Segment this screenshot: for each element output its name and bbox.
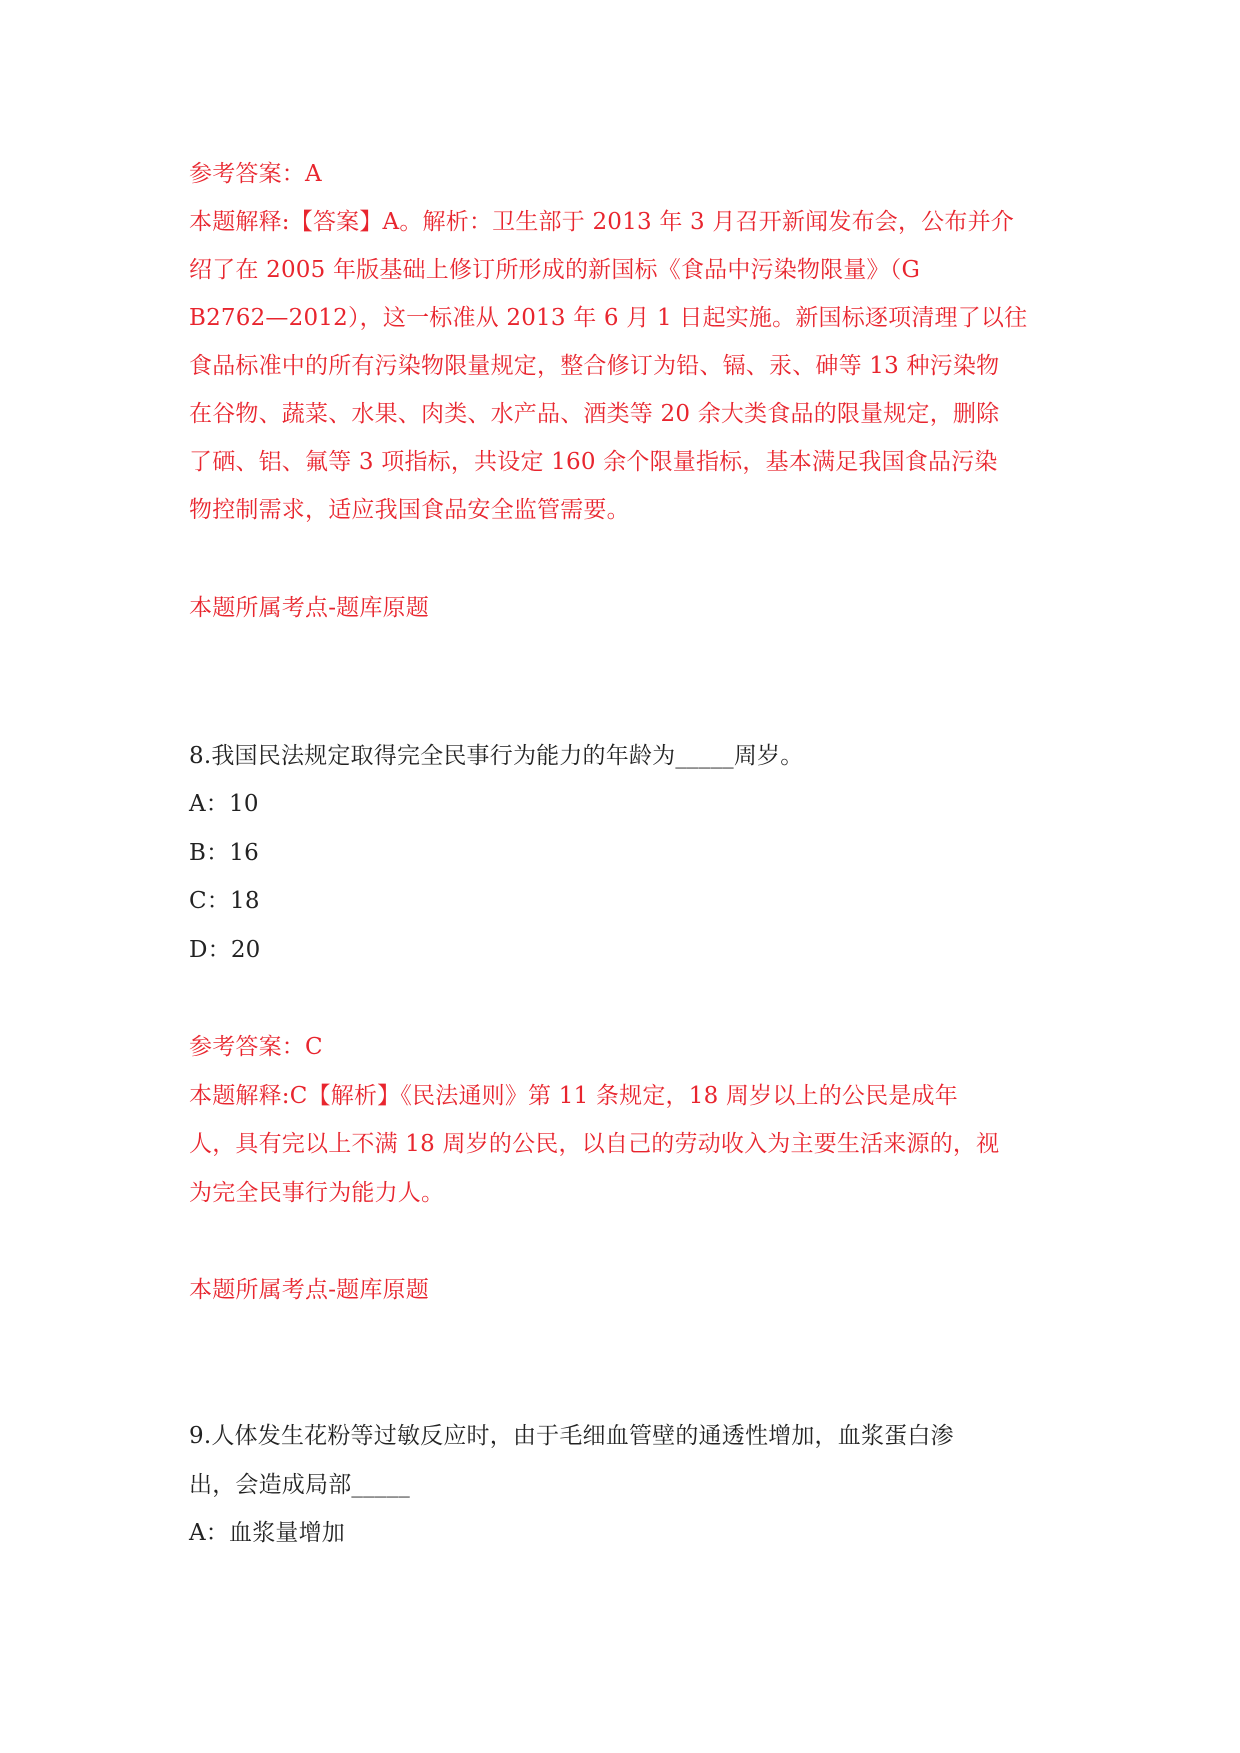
q8-option-d: D：20 [189,937,261,963]
q7-explanation-line: 在谷物、蔬菜、水果、肉类、水产品、酒类等 20 余大类食品的限量规定，删除 [189,401,1000,427]
q8-option-c: C：18 [189,888,260,914]
q8-question: 8.我国民法规定取得完全民事行为能力的年龄为_____周岁。 [189,743,804,769]
q7-explanation-line: 了硒、铝、氟等 3 项指标，共设定 160 余个限量指标，基本满足我国食品污染 [189,449,998,475]
q7-explanation-line: B2762—2012），这一标准从 2013 年 6 月 1 日起实施。新国标逐项清理了以往 [189,305,1028,331]
q9-option-a: A：血浆量增加 [189,1520,346,1546]
q9-question-line: 9.人体发生花粉等过敏反应时，由于毛细血管壁的通透性增加，血浆蛋白渗 [189,1423,954,1449]
q7-explanation-line: 本题解释:【答案】A。解析：卫生部于 2013 年 3 月召开新闻发布会，公布并介 [189,209,1014,235]
q9-question-line: 出，会造成局部_____ [189,1472,410,1498]
q8-explanation-line: 人，具有完以上不满 18 周岁的公民，以自己的劳动收入为主要生活来源的，视 [189,1131,1000,1157]
q8-explanation-line: 本题解释:C【解析】《民法通则》第 11 条规定，18 周岁以上的公民是成年 [189,1083,958,1109]
q7-explanation-line: 绍了在 2005 年版基础上修订所形成的新国标《食品中污染物限量》（G [189,257,921,283]
q7-answer: 参考答案：A [189,161,322,187]
q7-explanation-line: 物控制需求，适应我国食品安全监管需要。 [189,497,630,523]
q8-topic: 本题所属考点-题库原题 [189,1277,429,1303]
q8-explanation-line: 为完全民事行为能力人。 [189,1180,445,1206]
q7-explanation-line: 食品标准中的所有污染物限量规定，整合修订为铅、镉、汞、砷等 13 种污染物 [189,353,1000,379]
q8-answer: 参考答案：C [189,1034,323,1060]
q8-option-b: B：16 [189,840,259,866]
q8-option-a: A：10 [189,791,259,817]
q7-topic: 本题所属考点-题库原题 [189,595,429,621]
